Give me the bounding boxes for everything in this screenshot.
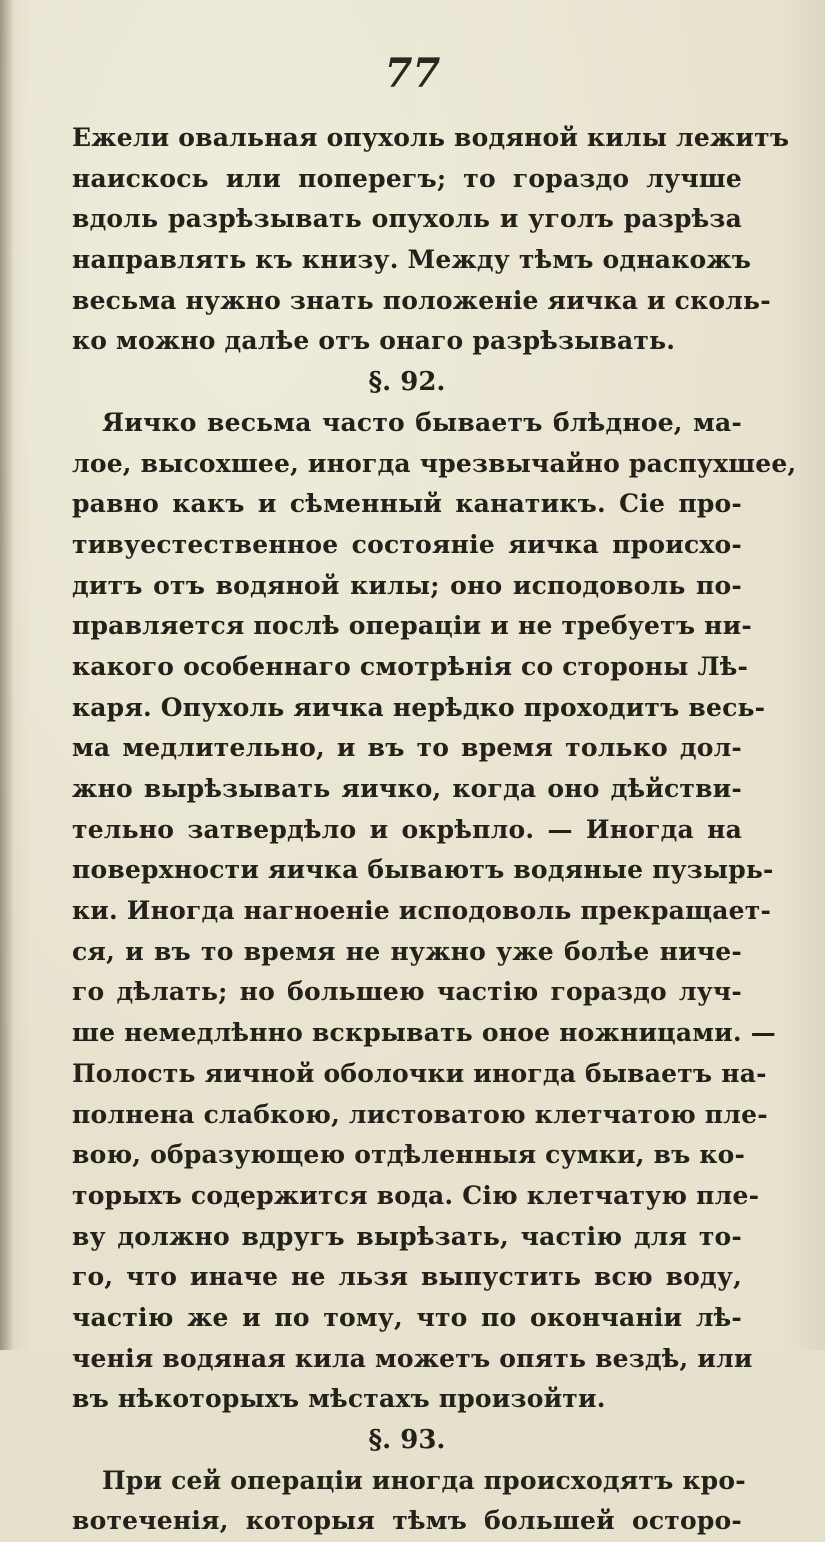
text-line: ко можно далѣе отъ онаго разрѣзывать. (72, 326, 676, 356)
text-line: ченiя водяная кила можетъ опять вездѣ, или (72, 1343, 753, 1373)
text-line: весьма нужно знать положенiе яичка и сколь- (72, 285, 771, 315)
text-line: вотеченiя, которыя тѣмъ большей осторо- (72, 1506, 742, 1536)
text-line: направлять къ книзу. Между тѣмъ однакожъ (72, 245, 752, 275)
binding-shadow (0, 0, 14, 1350)
text-line: вдоль разрѣзывать опухоль и уголъ разрѣза (72, 204, 742, 234)
text-line: полнена слабкою, листоватою клетчатою пле- (72, 1099, 768, 1129)
text-line: ше немедлѣнно вскрывать оное ножницами. — (72, 1018, 776, 1048)
text-line: вою, образующею отдѣленныя сумки, въ ко- (72, 1140, 746, 1170)
section-heading: §. 93. (368, 1425, 446, 1455)
text-line: какого особеннаго смотрѣнiя со стороны Лѣ- (72, 651, 749, 681)
text-line: ву должно вдругъ вырѣзать, частiю для то- (72, 1221, 742, 1251)
text-line: частiю же и по тому, что по окончанiи лѣ- (72, 1302, 742, 1332)
text-line: Яичко весьма часто бываетъ блѣдное, ма- (102, 407, 742, 437)
text-line: правляется послѣ операцiи и не требуетъ ни- (72, 611, 752, 641)
text-line: равно какъ и сѣменный канатикъ. Сiе про- (72, 489, 742, 519)
text-line: ки. Иногда нагноенiе исподоволь прекращает- (72, 896, 772, 926)
text-line: поверхности яичка бываютъ водяные пузырь- (72, 855, 774, 885)
text-line: каря. Опухоль яичка нерѣдко проходитъ весь- (72, 692, 766, 722)
text-line: ся, и въ то время не нужно уже болѣе ниче- (72, 936, 742, 966)
body-text (72, 118, 797, 1542)
text-line: жно вырѣзывать яичко, когда оно дѣйстви- (72, 774, 742, 803)
text-line: Ежели овальная опухоль водяной килы лежитъ (72, 123, 790, 152)
text-line: лое, высохшее, иногда чрезвычайно распухшее, (72, 448, 797, 478)
text-line: При сей операцiи иногда происходятъ кро- (102, 1465, 746, 1495)
text-line: го дѣлать; но большею частiю гораздо луч- (72, 977, 742, 1007)
text-line: тивуестественное состоянiе яичка происхо- (72, 529, 742, 559)
section-heading: §. 92. (368, 367, 446, 398)
text-line: ма медлительно, и въ то время только дол- (72, 733, 742, 763)
text-line: наискось или поперегъ; то гораздо лучше (72, 163, 742, 193)
text-line: торыхъ содержится вода. Сiю клетчатую пле- (72, 1180, 760, 1210)
text-line: го, что иначе не льзя выпустить всю воду, (72, 1262, 742, 1292)
text-line: дитъ отъ водяной килы; оно исподоволь по- (72, 570, 742, 600)
text-line: въ нѣкоторыхъ мѣстахъ произойти. (72, 1384, 606, 1414)
text-line: тельно затвердѣло и окрѣпло. — Иногда на (72, 814, 742, 844)
page-number: 77 (384, 50, 441, 97)
text-line: Полость яичной оболочки иногда бываетъ на- (72, 1058, 767, 1088)
